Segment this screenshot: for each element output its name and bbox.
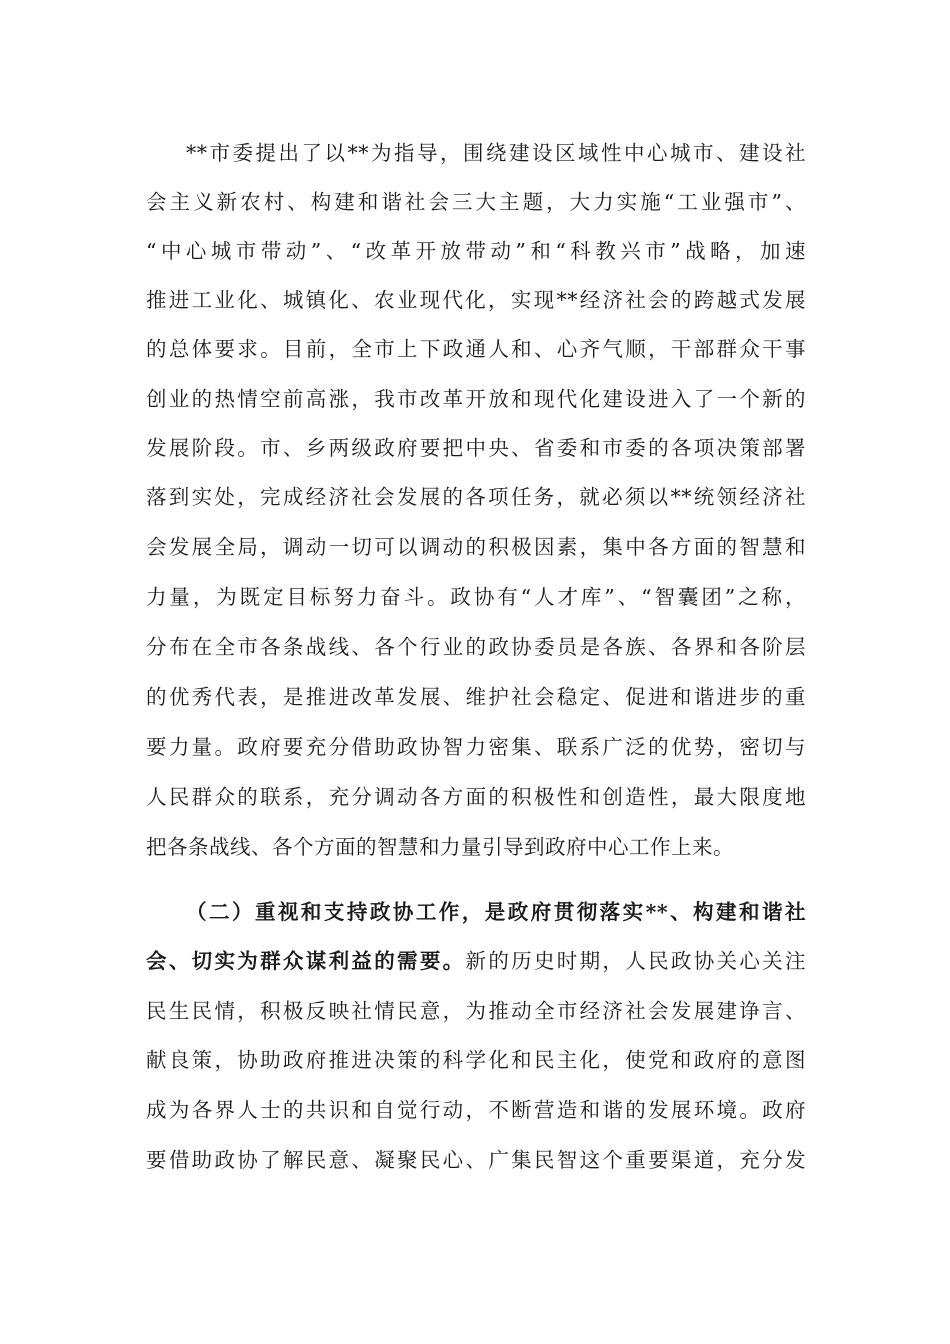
paragraph-1-line: **市委提出了以**为指导，围绕建设区域性中心城市、建设社: [186, 141, 806, 165]
paragraph-1-line: 人民群众的联系，充分调动各方面的积极性和创造性，最大限度地: [146, 785, 806, 809]
paragraph-2-heading-line: （二）重视和支持政协工作，是政府贯彻落实**、构建和谐社: [186, 900, 806, 924]
paragraph-2-text: 新的历史时期，人民政协关心关注: [465, 949, 806, 973]
paragraph-1-line: 力量，为既定目标努力奋斗。政协有“人才库”、“智囊团”之称，: [146, 585, 806, 609]
paragraph-1-line: 推进工业化、城镇化、农业现代化，实现**经济社会的跨越式发展: [146, 288, 806, 312]
paragraph-2-line: 民生民情，积极反映社情民意，为推动全市经济社会发展建诤言、: [146, 999, 806, 1023]
paragraph-1-line: 会发展全局，调动一切可以调动的积极因素，集中各方面的智慧和: [146, 535, 806, 559]
paragraph-1-line: 创业的热情空前高涨，我市改革开放和现代化建设进入了一个新的: [146, 387, 806, 411]
paragraph-1-line: 的总体要求。目前，全市上下政通人和、心齐气顺，干部群众干事: [146, 337, 806, 361]
paragraph-1-line: 的优秀代表，是推进改革发展、维护社会稳定、促进和谐进步的重: [146, 685, 806, 709]
paragraph-1-line: 要力量。政府要充分借助政协智力密集、联系广泛的优势，密切与: [146, 735, 806, 759]
paragraph-1-line: 落到实处，完成经济社会发展的各项任务，就必须以**统领经济社: [146, 485, 806, 509]
paragraph-2-line: 要借助政协了解民意、凝聚民心、广集民智这个重要渠道，充分发: [146, 1148, 806, 1172]
paragraph-1-line: 发展阶段。市、乡两级政府要把中央、省委和市委的各项决策部署: [146, 436, 806, 460]
paragraph-2-line: 献良策，协助政府推进决策的科学化和民主化，使党和政府的意图: [146, 1048, 806, 1072]
paragraph-2-heading-end: 会、切实为群众谋利益的需要。: [146, 949, 466, 973]
paragraph-2-line: 成为各界人士的共识和自觉行动，不断营造和谐的发展环境。政府: [146, 1098, 806, 1122]
paragraph-1-line: 会主义新农村、构建和谐社会三大主题，大力实施“工业强市”、: [146, 190, 806, 214]
paragraph-2-line: [146, 936, 806, 986]
paragraph-1-line: 把各条战线、各个方面的智慧和力量引导到政府中心工作上来。: [146, 835, 734, 859]
paragraph-1-line: 分布在全市各条战线、各个行业的政协委员是各族、各界和各阶层: [146, 635, 806, 659]
paragraph-1-line: “中心城市带动”、“改革开放带动”和“科教兴市”战略，加速: [146, 239, 806, 263]
